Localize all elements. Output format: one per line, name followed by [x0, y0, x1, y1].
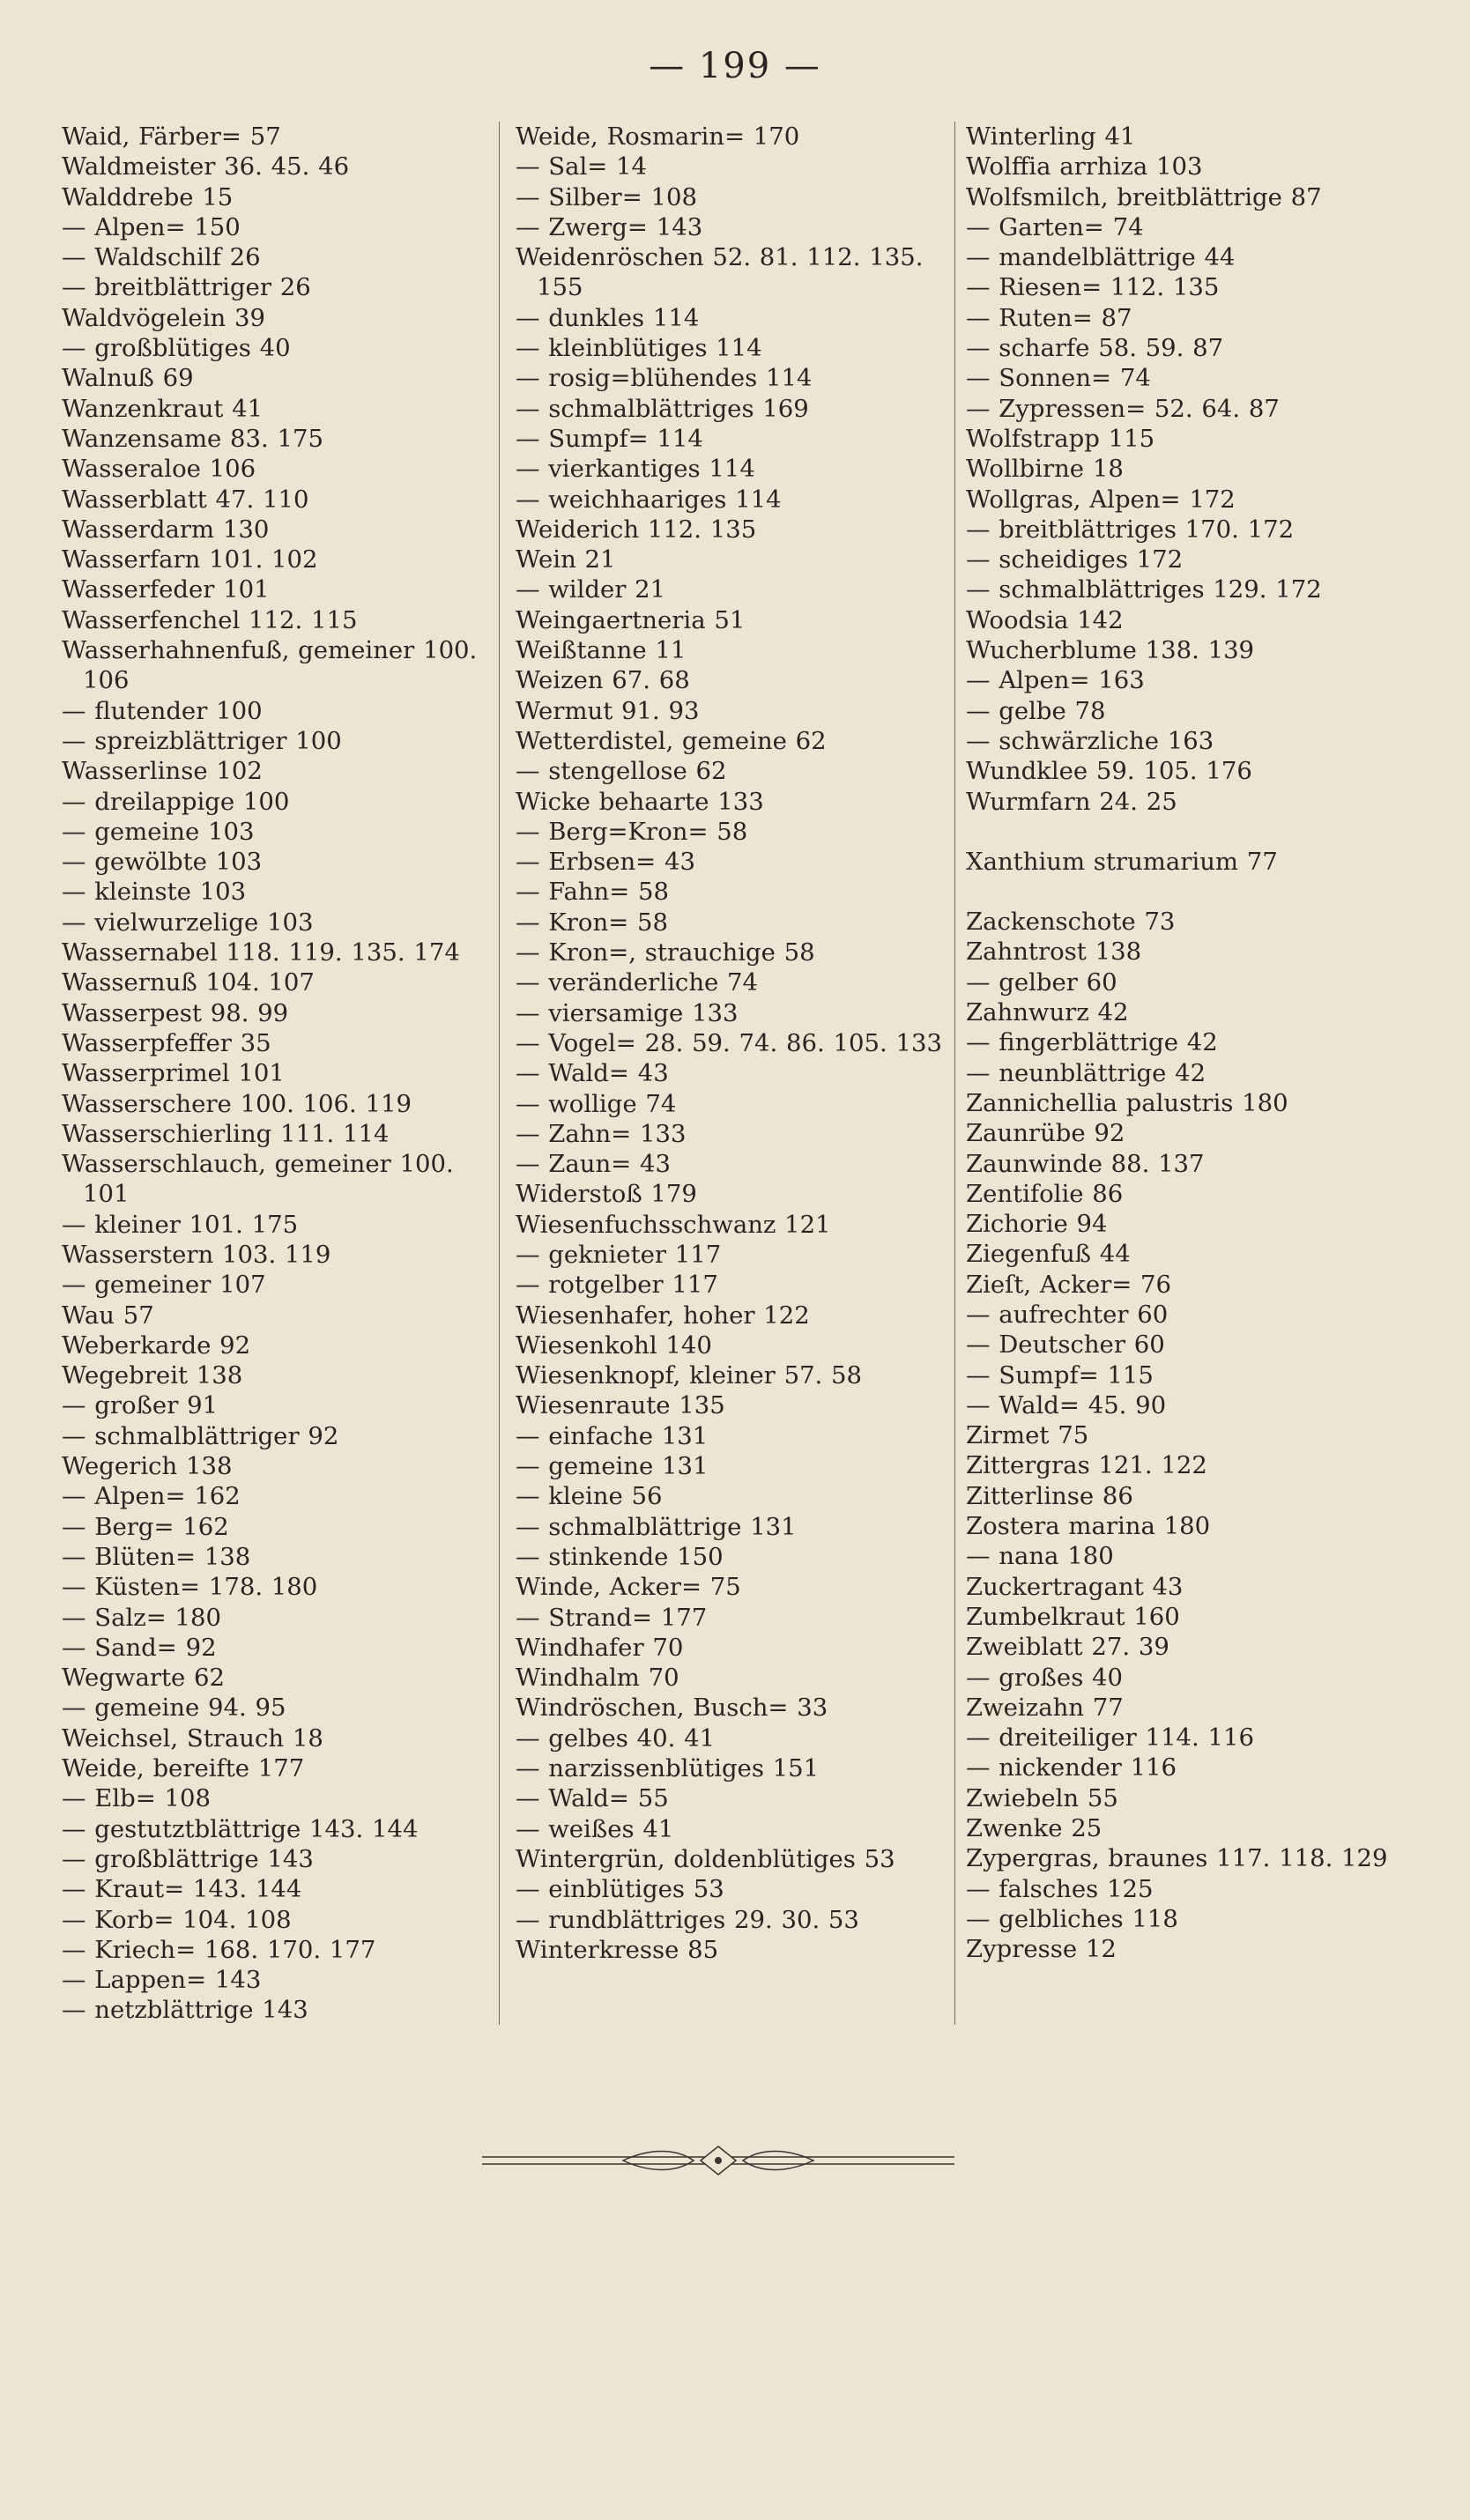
index-entry: Zweiblatt 27. 39 — [966, 1633, 1169, 1662]
index-entry: Windhafer 70 — [516, 1633, 684, 1662]
index-entry: Wasserschierling 111. 114 — [62, 1119, 390, 1148]
page-number: — 199 — — [649, 46, 821, 86]
index-entry: — Lappen= 143 — [62, 1966, 262, 1995]
index-entry: — nana 180 — [966, 1542, 1114, 1571]
index-entry: — einfache 131 — [516, 1421, 709, 1450]
index-entry: — viersamige 133 — [516, 998, 739, 1027]
index-entry: — gemeiner 107 — [62, 1271, 266, 1300]
index-entry: Zannichellia palustris 180 — [966, 1088, 1288, 1117]
index-column-3 — [966, 122, 1407, 1965]
index-entry: — Kriech= 168. 170. 177 — [62, 1935, 376, 1964]
index-entry: — gelbes 40. 41 — [516, 1723, 716, 1753]
index-entry: Wasserfenchel 112. 115 — [62, 605, 358, 634]
index-entry: — kleinste 103 — [62, 878, 247, 907]
index-entry: — großer 91 — [62, 1391, 219, 1420]
index-entry: Wundklee 59. 105. 176 — [966, 757, 1252, 786]
index-entry: — scharfe 58. 59. 87 — [966, 334, 1224, 363]
index-entry: — Alpen= 150 — [62, 212, 241, 241]
index-entry: — Sand= 92 — [62, 1633, 217, 1662]
index-entry: — Sumpf= 114 — [516, 424, 703, 453]
index-entry: Weichsel, Strauch 18 — [62, 1723, 323, 1753]
index-entry: — aufrechter 60 — [966, 1300, 1169, 1329]
index-entry: — neunblättrige 42 — [966, 1058, 1206, 1087]
index-entry: — Riesen= 112. 135 — [966, 273, 1220, 302]
index-entry: — weichhaariges 114 — [516, 485, 782, 514]
index-entry: — kleine 56 — [516, 1482, 663, 1511]
index-entry: — nickender 116 — [966, 1753, 1177, 1783]
column-divider — [499, 122, 500, 2025]
index-entry: Wollbirne 18 — [966, 455, 1124, 484]
index-entry: — weißes 41 — [516, 1814, 674, 1843]
index-entry: — gewölbte 103 — [62, 848, 263, 877]
index-entry: — Deutscher 60 — [966, 1330, 1165, 1360]
index-entry: — vierkantiges 114 — [516, 455, 755, 484]
index-entry: Wasserlinse 102 — [62, 757, 263, 786]
index-entry: — Ruten= 87 — [966, 303, 1132, 332]
index-entry: Winterkresse 85 — [516, 1935, 719, 1964]
index-entry: — wollige 74 — [516, 1089, 677, 1118]
index-entry: — Berg= 162 — [62, 1512, 229, 1541]
index-entry: Zypergras, braunes 117. 118. 129 — [966, 1844, 1388, 1873]
index-entry: — netzblättrige 143 — [62, 1996, 308, 2025]
index-entry: Wanzenkraut 41 — [62, 394, 264, 423]
index-entry: — spreizblättriger 100 — [62, 726, 342, 755]
index-entry: Wicke behaarte 133 — [516, 787, 764, 816]
index-entry: Zaunwinde 88. 137 — [966, 1149, 1205, 1178]
index-entry: Zittergras 121. 122 — [966, 1451, 1207, 1480]
index-entry: Wasserschere 100. 106. 119 — [62, 1089, 412, 1118]
index-entry: — Wald= 45. 90 — [966, 1390, 1167, 1419]
index-entry: — rundblättriges 29. 30. 53 — [516, 1905, 859, 1934]
index-entry: Weingaertneria 51 — [516, 605, 746, 634]
index-entry: Winde, Acker= 75 — [516, 1573, 741, 1602]
index-entry: Zentifolie 86 — [966, 1179, 1124, 1208]
index-entry: Waldvögelein 39 — [62, 303, 265, 332]
index-entry: — mandelblättrige 44 — [966, 243, 1236, 272]
index-entry: Wasserblatt 47. 110 — [62, 485, 309, 514]
index-entry: Xanthium strumarium 77 — [966, 847, 1278, 876]
index-entry: Wiesenraute 135 — [516, 1391, 725, 1420]
index-entry: — rotgelber 117 — [516, 1271, 718, 1300]
index-entry: — fingerblättrige 42 — [966, 1028, 1218, 1057]
index-entry: Zumbelkraut 160 — [966, 1602, 1180, 1631]
index-entry: Wasserschlauch, gemeiner 100. 101 — [62, 1150, 454, 1209]
index-entry: — rosig=blühendes 114 — [516, 364, 813, 393]
index-entry: — Sal= 14 — [516, 152, 648, 182]
index-entry: Zitterlinse 86 — [966, 1481, 1133, 1510]
index-entry: — kleiner 101. 175 — [62, 1210, 299, 1239]
index-entry: — schmalblättrige 131 — [516, 1512, 797, 1541]
index-entry: — stinkende 150 — [516, 1542, 724, 1571]
index-entry: — geknieter 117 — [516, 1240, 722, 1269]
index-entry: — Küsten= 178. 180 — [62, 1573, 318, 1602]
index-entry: — dreilappige 100 — [62, 787, 290, 816]
index-entry: Wolfstrapp 115 — [966, 424, 1155, 453]
index-entry: Waldmeister 36. 45. 46 — [62, 152, 350, 182]
index-entry: — Zaun= 43 — [516, 1150, 671, 1179]
index-entry: — breitblättriges 170. 172 — [966, 515, 1295, 544]
index-entry: Weiderich 112. 135 — [516, 515, 757, 544]
index-entry: — Zypressen= 52. 64. 87 — [966, 394, 1280, 423]
index-entry: — Silber= 108 — [516, 182, 697, 211]
index-entry: — schmalblättriges 169 — [516, 394, 809, 423]
index-entry: Wurmfarn 24. 25 — [966, 787, 1177, 816]
index-entry: Wegebreit 138 — [62, 1361, 243, 1390]
index-entry: Wermut 91. 93 — [516, 696, 700, 725]
index-entry: — Sonnen= 74 — [966, 364, 1151, 393]
index-entry: Windröschen, Busch= 33 — [516, 1694, 828, 1723]
index-entry: — schwärzliche 163 — [966, 726, 1214, 755]
index-entry: Zackenschote 73 — [966, 908, 1176, 937]
index-entry: — Garten= 74 — [966, 212, 1144, 241]
index-entry: — großblättrige 143 — [62, 1844, 314, 1873]
index-entry: Wasserpest 98. 99 — [62, 998, 289, 1027]
index-entry: Wucherblume 138. 139 — [966, 636, 1255, 665]
index-entry: — scheidiges 172 — [966, 545, 1184, 574]
index-entry: — gemeine 94. 95 — [62, 1694, 286, 1723]
index-entry: Wasserhahnenfuß, gemeiner 100. 106 — [62, 636, 478, 695]
index-entry: Wintergrün, doldenblütiges 53 — [516, 1844, 895, 1873]
index-entry: Widerstoß 179 — [516, 1180, 697, 1209]
index-entry: Woodsia 142 — [966, 605, 1124, 634]
index-entry: — einblütiges 53 — [516, 1875, 724, 1904]
index-entry: — kleinblütiges 114 — [516, 334, 762, 363]
index-entry: — wilder 21 — [516, 575, 666, 604]
index-entry: Wein 21 — [516, 545, 616, 574]
index-entry: — flutender 100 — [62, 696, 263, 725]
index-entry: Wanzensame 83. 175 — [62, 424, 324, 453]
index-entry: — großblütiges 40 — [62, 334, 291, 363]
index-entry: Weidenröschen 52. 81. 112. 135. 155 — [516, 243, 924, 302]
index-entry: — schmalblättriger 92 — [62, 1421, 339, 1450]
index-entry: — Fahn= 58 — [516, 878, 670, 907]
index-entry: Zaunrübe 92 — [966, 1119, 1125, 1148]
index-entry: Wegerich 138 — [62, 1452, 233, 1481]
index-entry: — gelbliches 118 — [966, 1904, 1178, 1933]
index-column-1 — [62, 122, 489, 2026]
index-entry: — Salz= 180 — [62, 1603, 222, 1632]
index-entry: — schmalblättriges 129. 172 — [966, 575, 1322, 604]
index-entry: Windhalm 70 — [516, 1664, 679, 1693]
column-divider — [954, 122, 955, 2025]
index-entry: Zichorie 94 — [966, 1210, 1108, 1239]
index-entry: Wasseraloe 106 — [62, 455, 256, 484]
index-entry: — Kron=, strauchige 58 — [516, 938, 815, 967]
index-entry: Wasserstern 103. 119 — [62, 1240, 331, 1269]
index-entry: — Zwerg= 143 — [516, 212, 703, 241]
index-entry: Walddrebe 15 — [62, 182, 234, 211]
index-entry: Wasserdarm 130 — [62, 515, 270, 544]
index-entry: — dreiteiliger 114. 116 — [966, 1723, 1254, 1753]
index-entry: Wolffia arrhiza 103 — [966, 152, 1203, 182]
index-entry: — Kraut= 143. 144 — [62, 1875, 302, 1904]
index-entry: — Strand= 177 — [516, 1603, 708, 1632]
index-entry: — Vogel= 28. 59. 74. 86. 105. 133 — [516, 1028, 942, 1057]
index-entry: — Berg=Kron= 58 — [516, 817, 748, 846]
index-entry: Wiesenkohl 140 — [516, 1330, 712, 1360]
index-entry: Wollgras, Alpen= 172 — [966, 485, 1236, 514]
index-entry: — großes 40 — [966, 1663, 1124, 1692]
index-entry: Wiesenfuchsschwanz 121 — [516, 1210, 831, 1239]
closing-ornament — [482, 2141, 954, 2180]
index-entry: — Blüten= 138 — [62, 1542, 251, 1571]
index-entry: Zahnwurz 42 — [966, 998, 1129, 1027]
index-entry: Wau 57 — [62, 1301, 154, 1330]
index-entry: — Wald= 55 — [516, 1784, 669, 1813]
index-entry: Wassernuß 104. 107 — [62, 968, 315, 997]
index-entry: Wasserfeder 101 — [62, 575, 270, 604]
index-entry: — Kron= 58 — [516, 908, 668, 937]
index-entry: Wasserpfeffer 35 — [62, 1028, 271, 1057]
index-entry: Waid, Färber= 57 — [62, 122, 281, 151]
index-entry: — vielwurzelige 103 — [62, 908, 314, 937]
index-entry: Zahntrost 138 — [966, 938, 1142, 967]
index-entry: Walnuß 69 — [62, 364, 194, 393]
index-entry: Zieſt, Acker= 76 — [966, 1270, 1172, 1299]
index-entry: Wiesenhafer, hoher 122 — [516, 1301, 810, 1330]
index-entry: Zweizahn 77 — [966, 1693, 1124, 1722]
index-entry: Zwiebeln 55 — [966, 1783, 1118, 1812]
index-entry: — falsches 125 — [966, 1874, 1154, 1903]
index-entry: — stengellose 62 — [516, 757, 727, 786]
index-entry: Wegwarte 62 — [62, 1664, 226, 1693]
index-entry: — gemeine 131 — [516, 1452, 709, 1481]
index-entry: — Alpen= 162 — [62, 1482, 241, 1511]
index-entry: — Wald= 43 — [516, 1059, 669, 1088]
index-entry: — Erbsen= 43 — [516, 848, 695, 877]
index-entry: Wolfsmilch, breitblättrige 87 — [966, 182, 1322, 211]
index-entry: Weberkarde 92 — [62, 1330, 251, 1360]
index-entry: Wassernabel 118. 119. 135. 174 — [62, 938, 460, 967]
index-entry: Weizen 67. 68 — [516, 666, 690, 695]
index-entry: — veränderliche 74 — [516, 968, 759, 997]
index-entry: — Alpen= 163 — [966, 666, 1145, 695]
index-entry: — Sumpf= 115 — [966, 1360, 1154, 1390]
index-entry: Zuckertragant 43 — [966, 1572, 1184, 1601]
index-entry: Weide, Rosmarin= 170 — [516, 122, 800, 151]
index-entry: Wasserprimel 101 — [62, 1059, 285, 1088]
index-entry: Winterling 41 — [966, 122, 1136, 151]
index-entry: Weißtanne 11 — [516, 636, 687, 665]
index-entry: Zirmet 75 — [966, 1421, 1089, 1450]
index-entry: Wasserfarn 101. 102 — [62, 545, 318, 574]
index-entry: — gemeine 103 — [62, 817, 255, 846]
index-entry: — Elb= 108 — [62, 1784, 211, 1813]
index-column-2 — [516, 122, 943, 1965]
index-entry: Zostera marina 180 — [966, 1512, 1211, 1541]
index-entry: — gestutztblättrige 143. 144 — [62, 1814, 419, 1843]
index-entry: — narzissenblütiges 151 — [516, 1754, 820, 1783]
index-entry: Zwenke 25 — [966, 1814, 1102, 1843]
index-entry: Zypresse 12 — [966, 1935, 1117, 1964]
index-entry: — Korb= 104. 108 — [62, 1905, 292, 1934]
index-entry: Wetterdistel, gemeine 62 — [516, 726, 827, 755]
index-entry: Wiesenknopf, kleiner 57. 58 — [516, 1361, 863, 1390]
index-entry: — gelbe 78 — [966, 696, 1106, 725]
index-entry: — dunkles 114 — [516, 303, 700, 332]
index-entry: — breitblättriger 26 — [62, 273, 311, 302]
index-entry: Weide, bereifte 177 — [62, 1754, 305, 1783]
index-entry: — gelber 60 — [966, 967, 1117, 997]
index-entry: Ziegenfuß 44 — [966, 1240, 1131, 1269]
index-entry: — Waldschilf 26 — [62, 243, 261, 272]
index-entry: — Zahn= 133 — [516, 1119, 687, 1148]
